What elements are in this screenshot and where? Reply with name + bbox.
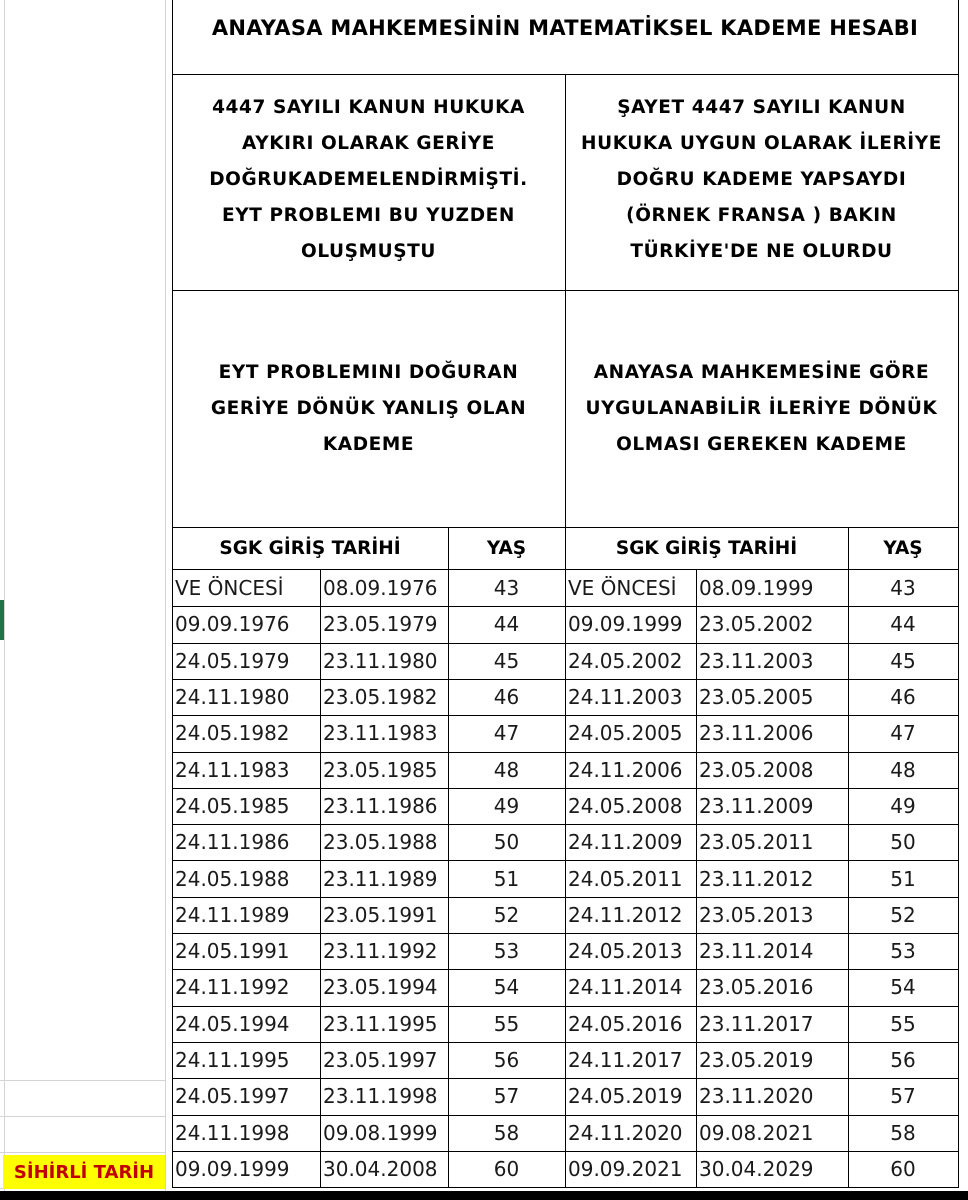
border-line bbox=[172, 679, 959, 680]
border-line bbox=[958, 0, 959, 1187]
cell-r-to: 23.11.2009 bbox=[699, 793, 814, 818]
border-line bbox=[172, 897, 959, 898]
magic-date-label: SİHİRLİ TARİH bbox=[3, 1155, 165, 1189]
cell-r-age: 52 bbox=[890, 902, 916, 927]
border-line bbox=[848, 528, 849, 1187]
left-header-line: EYT PROBLEMI BU YUZDEN bbox=[222, 205, 515, 226]
cell-l-to: 23.11.1986 bbox=[323, 793, 438, 818]
cell-r-from: 24.05.2002 bbox=[568, 648, 683, 673]
cell-l-from: 24.11.1986 bbox=[175, 830, 290, 855]
cell-l-from: 24.11.1980 bbox=[175, 685, 290, 710]
cell-l-to: 30.04.2008 bbox=[323, 1156, 438, 1181]
border-line bbox=[696, 570, 697, 1187]
cell-l-to: 09.08.1999 bbox=[323, 1120, 438, 1145]
cell-l-to: 23.05.1979 bbox=[323, 612, 438, 637]
cell-l-from: 24.05.1994 bbox=[175, 1011, 290, 1036]
right-subheader bbox=[565, 355, 958, 463]
border-line bbox=[172, 788, 959, 789]
cell-l-from: 24.05.1979 bbox=[175, 648, 290, 673]
cell-r-from: 24.05.2005 bbox=[568, 721, 683, 746]
cell-l-from: 24.11.1989 bbox=[175, 902, 290, 927]
grid-line bbox=[0, 1152, 165, 1153]
cell-r-age: 50 bbox=[890, 830, 916, 855]
cell-r-from: VE ÖNCESİ bbox=[568, 576, 677, 601]
cell-r-age: 53 bbox=[890, 939, 916, 964]
cell-r-to: 09.08.2021 bbox=[699, 1120, 814, 1145]
cell-l-age: 43 bbox=[493, 576, 520, 601]
cell-r-to: 23.05.2019 bbox=[699, 1048, 814, 1073]
cell-l-to: 23.05.1985 bbox=[323, 757, 438, 782]
page-title: ANAYASA MAHKEMESİNİN MATEMATİKSEL KADEME HESABI bbox=[211, 16, 919, 40]
border-line bbox=[172, 1115, 959, 1116]
cell-r-to: 23.11.2006 bbox=[699, 721, 814, 746]
border-line bbox=[172, 1042, 959, 1043]
grid-line bbox=[4, 0, 5, 1191]
cell-r-from: 24.11.2014 bbox=[568, 975, 683, 1000]
border-line bbox=[448, 528, 449, 1187]
cell-l-to: 23.05.1991 bbox=[323, 902, 438, 927]
border-line bbox=[172, 1151, 959, 1152]
cell-r-from: 24.11.2009 bbox=[568, 830, 683, 855]
border-line bbox=[172, 527, 959, 528]
border-line bbox=[172, 569, 959, 570]
cell-l-age: 50 bbox=[493, 830, 520, 855]
cell-l-from: VE ÖNCESİ bbox=[175, 576, 284, 601]
cell-r-age: 43 bbox=[890, 576, 916, 601]
cell-l-age: 46 bbox=[493, 685, 520, 710]
cell-l-from: 24.05.1985 bbox=[175, 793, 290, 818]
right-subheader-line: OLMASI GEREKEN KADEME bbox=[616, 434, 907, 455]
cell-l-from: 24.05.1982 bbox=[175, 721, 290, 746]
border-line bbox=[565, 74, 566, 1187]
cell-l-age: 44 bbox=[493, 612, 520, 637]
left-header-line: OLUŞMUŞTU bbox=[301, 241, 436, 262]
right-header-line: TÜRKİYE'DE NE OLURDU bbox=[630, 241, 893, 262]
cell-r-from: 09.09.2021 bbox=[568, 1156, 683, 1181]
cell-r-from: 24.05.2019 bbox=[568, 1084, 683, 1109]
cell-r-age: 47 bbox=[890, 721, 916, 746]
cell-l-age: 55 bbox=[493, 1011, 520, 1036]
border-line bbox=[172, 643, 959, 644]
cell-l-to: 23.11.1980 bbox=[323, 648, 438, 673]
cell-l-age: 58 bbox=[493, 1120, 520, 1145]
cell-r-to: 23.05.2016 bbox=[699, 975, 814, 1000]
right-header-line: HUKUKA UYGUN OLARAK İLERİYE bbox=[580, 133, 943, 154]
cell-l-age: 51 bbox=[493, 866, 520, 891]
cell-r-age: 51 bbox=[890, 866, 916, 891]
cell-r-to: 23.05.2008 bbox=[699, 757, 814, 782]
cell-r-to: 23.05.2005 bbox=[699, 685, 814, 710]
left-date-column-header: SGK GİRİŞ TARİHİ bbox=[219, 537, 401, 559]
cell-l-age: 53 bbox=[493, 939, 520, 964]
cell-r-from: 24.11.2006 bbox=[568, 757, 683, 782]
cell-l-age: 45 bbox=[493, 648, 520, 673]
border-line bbox=[172, 606, 959, 607]
border-line bbox=[172, 715, 959, 716]
cell-r-from: 24.11.2017 bbox=[568, 1048, 683, 1073]
cell-r-to: 30.04.2029 bbox=[699, 1156, 814, 1181]
cell-l-from: 09.09.1999 bbox=[175, 1156, 290, 1181]
cell-l-age: 48 bbox=[493, 757, 520, 782]
cell-r-from: 24.05.2013 bbox=[568, 939, 683, 964]
cell-l-to: 23.11.1998 bbox=[323, 1084, 438, 1109]
cell-l-from: 24.11.1995 bbox=[175, 1048, 290, 1073]
cell-r-to: 23.05.2002 bbox=[699, 612, 814, 637]
cell-l-from: 24.11.1992 bbox=[175, 975, 290, 1000]
cell-l-to: 08.09.1976 bbox=[323, 576, 438, 601]
cell-r-age: 58 bbox=[890, 1120, 916, 1145]
cell-l-to: 23.11.1983 bbox=[323, 721, 438, 746]
cell-l-age: 52 bbox=[493, 902, 520, 927]
grid-line bbox=[0, 1116, 165, 1117]
row-selection-indicator bbox=[0, 600, 4, 640]
border-line bbox=[172, 290, 959, 291]
cell-l-from: 24.11.1998 bbox=[175, 1120, 290, 1145]
border-line bbox=[172, 74, 959, 75]
border-line bbox=[172, 860, 959, 861]
right-subheader-line: UYGULANABİLİR İLERİYE DÖNÜK bbox=[585, 398, 938, 419]
cell-l-from: 24.11.1983 bbox=[175, 757, 290, 782]
border-line bbox=[172, 969, 959, 970]
cell-r-to: 23.11.2003 bbox=[699, 648, 814, 673]
cell-l-to: 23.05.1994 bbox=[323, 975, 438, 1000]
cell-l-from: 24.05.1991 bbox=[175, 939, 290, 964]
cell-r-to: 08.09.1999 bbox=[699, 576, 814, 601]
cell-l-from: 24.05.1997 bbox=[175, 1084, 290, 1109]
cell-r-age: 55 bbox=[890, 1011, 916, 1036]
left-header-line: DOĞRUKADEMELENDİRMİŞTİ. bbox=[209, 169, 528, 190]
cell-r-from: 24.11.2012 bbox=[568, 902, 683, 927]
cell-r-age: 57 bbox=[890, 1084, 916, 1109]
cell-r-age: 49 bbox=[890, 793, 916, 818]
cell-r-to: 23.11.2020 bbox=[699, 1084, 814, 1109]
left-subheader-line: KADEME bbox=[322, 434, 415, 455]
border-line bbox=[320, 570, 321, 1187]
cell-r-to: 23.11.2012 bbox=[699, 866, 814, 891]
left-header bbox=[172, 90, 565, 270]
right-header-line: (ÖRNEK FRANSA ) BAKIN bbox=[626, 205, 897, 226]
cell-r-from: 24.05.2008 bbox=[568, 793, 683, 818]
left-age-column-header: YAŞ bbox=[486, 537, 527, 559]
cell-l-to: 23.11.1995 bbox=[323, 1011, 438, 1036]
right-age-column-header: YAŞ bbox=[883, 537, 923, 559]
cell-l-to: 23.11.1992 bbox=[323, 939, 438, 964]
cell-r-to: 23.11.2014 bbox=[699, 939, 814, 964]
cell-l-age: 57 bbox=[493, 1084, 520, 1109]
cell-l-age: 47 bbox=[493, 721, 520, 746]
cell-r-from: 24.11.2003 bbox=[568, 685, 683, 710]
grid-line bbox=[0, 1080, 165, 1081]
cell-r-age: 48 bbox=[890, 757, 916, 782]
grid-line bbox=[165, 0, 166, 1191]
cell-r-from: 24.05.2011 bbox=[568, 866, 683, 891]
border-line bbox=[172, 0, 173, 1187]
cell-l-to: 23.05.1982 bbox=[323, 685, 438, 710]
cell-l-from: 24.05.1988 bbox=[175, 866, 290, 891]
border-line bbox=[172, 933, 959, 934]
left-subheader bbox=[172, 355, 565, 463]
cell-r-to: 23.05.2011 bbox=[699, 830, 814, 855]
cell-r-age: 46 bbox=[890, 685, 916, 710]
cell-l-to: 23.05.1997 bbox=[323, 1048, 438, 1073]
cell-r-from: 09.09.1999 bbox=[568, 612, 683, 637]
cell-l-from: 09.09.1976 bbox=[175, 612, 290, 637]
cell-r-age: 60 bbox=[890, 1156, 916, 1181]
cell-l-age: 56 bbox=[493, 1048, 520, 1073]
cell-l-age: 49 bbox=[493, 793, 520, 818]
bottom-bar bbox=[0, 1191, 968, 1200]
right-header-line: DOĞRU KADEME YAPSAYDI bbox=[616, 169, 907, 190]
right-subheader-line: ANAYASA MAHKEMESİNE GÖRE bbox=[593, 362, 930, 383]
border-line bbox=[172, 1006, 959, 1007]
left-subheader-line: GERİYE DÖNÜK YANLIŞ OLAN bbox=[210, 398, 527, 419]
left-header-line: AYKIRI OLARAK GERİYE bbox=[242, 133, 495, 154]
cell-r-age: 54 bbox=[890, 975, 916, 1000]
cell-l-to: 23.11.1989 bbox=[323, 866, 438, 891]
border-line bbox=[172, 1078, 959, 1079]
right-header-line: ŞAYET 4447 SAYILI KANUN bbox=[617, 97, 906, 118]
cell-r-from: 24.05.2016 bbox=[568, 1011, 683, 1036]
left-subheader-line: EYT PROBLEMINI DOĞURAN bbox=[218, 362, 519, 383]
cell-l-to: 23.05.1988 bbox=[323, 830, 438, 855]
border-line bbox=[172, 1187, 959, 1188]
cell-r-age: 56 bbox=[890, 1048, 916, 1073]
left-header-line: 4447 SAYILI KANUN HUKUKA bbox=[212, 97, 525, 118]
cell-l-age: 54 bbox=[493, 975, 520, 1000]
cell-r-age: 44 bbox=[890, 612, 916, 637]
cell-l-age: 60 bbox=[493, 1156, 520, 1181]
right-date-column-header: SGK GİRİŞ TARİHİ bbox=[615, 537, 798, 559]
right-header bbox=[565, 90, 958, 270]
border-line bbox=[172, 752, 959, 753]
border-line bbox=[172, 824, 959, 825]
cell-r-to: 23.11.2017 bbox=[699, 1011, 814, 1036]
cell-r-age: 45 bbox=[890, 648, 916, 673]
cell-r-to: 23.05.2013 bbox=[699, 902, 814, 927]
cell-r-from: 24.11.2020 bbox=[568, 1120, 683, 1145]
